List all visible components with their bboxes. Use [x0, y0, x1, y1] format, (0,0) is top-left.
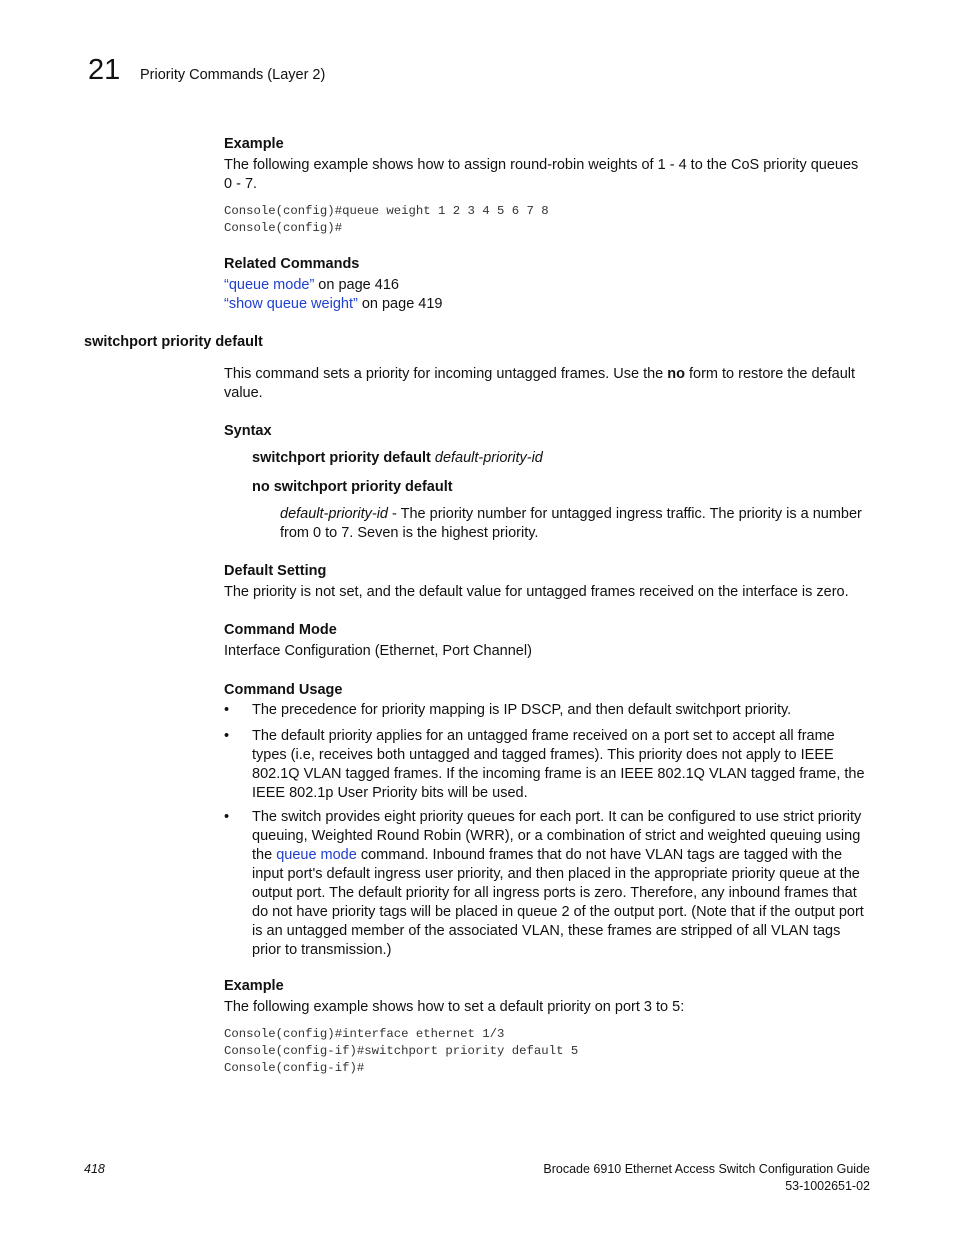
- example-text: The following example shows how to assign round-robin weights of 1 - 4 to the CoS priority queues 0 - 7.: [224, 157, 859, 192]
- code-line: Console(config-if)#switchport priority default 5: [224, 1044, 579, 1058]
- guide-title: Brocade 6910 Ethernet Access Switch Configuration Guide: [543, 1162, 870, 1176]
- code-block: [224, 1026, 870, 1077]
- syntax-parameter: default-priority-id: [434, 450, 543, 466]
- usage-bullet: [224, 808, 870, 960]
- page-ref: on page 419: [357, 296, 443, 312]
- related-commands-heading: Related Commands: [224, 256, 360, 272]
- command-mode-text: Interface Configuration (Ethernet, Port Channel): [224, 643, 532, 659]
- default-setting-heading: Default Setting: [224, 563, 327, 579]
- code-block: [224, 203, 870, 237]
- code-line: Console(config)#interface ethernet 1/3: [224, 1027, 505, 1041]
- parameter-description: default-priority-id - The priority number for untagged ingress traffic. The priority is a number from 0 to 7. Seven is the highest priority.: [280, 506, 862, 541]
- command-heading: switchport priority default: [84, 334, 263, 350]
- no-keyword: no: [667, 366, 685, 382]
- queue-mode-inline-link[interactable]: queue mode: [276, 847, 357, 863]
- queue-mode-link[interactable]: “queue mode”: [224, 277, 315, 293]
- bullet-text: The switch provides eight priority queues for each port. It can be configured to use strict priority queuing, Weighted Round Robin (WRR), or a combination of strict and weighted queuing using the queue mode command. Inbound frames that do not have VLAN tags are tagged with the input port's default ingress user priority, and then placed in the appropriate priority queue at the output port. The default priority for all ingress ports is zero. Therefore, any inbound frames that do not have priority tags will be placed in queue 2 of the output port. (Note that if the output port is an untagged member of the associated VLAN, these frames are stripped of all VLAN tags prior to transmission.): [252, 809, 864, 958]
- example-heading: Example: [224, 136, 284, 152]
- code-line: Console(config)#queue weight 1 2 3 4 5 6 7 8: [224, 204, 549, 218]
- chapter-number: 21: [88, 54, 121, 86]
- related-command-item: [224, 295, 870, 314]
- related-command-item: [224, 276, 870, 295]
- show-queue-weight-link[interactable]: “show queue weight”: [224, 296, 358, 312]
- bullet-text: The precedence for priority mapping is IP DSCP, and then default switchport priority.: [252, 702, 792, 718]
- chapter-title: Priority Commands (Layer 2): [140, 67, 326, 83]
- code-line: Console(config-if)#: [224, 1061, 365, 1075]
- syntax-no-form: no switchport priority default: [252, 479, 453, 495]
- command-usage-heading: Command Usage: [224, 682, 343, 698]
- command-description: This command sets a priority for incoming untagged frames. Use the no form to restore the default value.: [224, 366, 856, 401]
- syntax-heading: Syntax: [224, 423, 272, 439]
- usage-bullet: [224, 727, 870, 803]
- command-mode-heading: Command Mode: [224, 622, 337, 638]
- bullet-glyph: •: [224, 702, 230, 718]
- page-ref: on page 416: [314, 277, 399, 293]
- syntax-command: switchport priority default: [252, 450, 431, 466]
- example-text: The following example shows how to set a default priority on port 3 to 5:: [224, 999, 685, 1015]
- page-number: 418: [84, 1162, 105, 1176]
- document-id: 53-1002651-02: [785, 1179, 870, 1193]
- example-heading: Example: [224, 978, 284, 994]
- parameter-name: default-priority-id: [280, 506, 388, 522]
- usage-bullet: [224, 701, 870, 720]
- bullet-glyph: •: [224, 728, 230, 744]
- default-setting-text: The priority is not set, and the default value for untagged frames received on the interface is zero.: [224, 584, 849, 600]
- bullet-text: The default priority applies for an untagged frame received on a port set to accept all frame types (i.e, receives both untagged and tagged frames). This priority does not apply to IEEE 802.1Q VLAN tagged frames. If the incoming frame is an IEEE 802.1Q VLAN tagged frame, the IEEE 802.1p User Priority bits will be used.: [252, 728, 865, 801]
- syntax-line: [252, 449, 543, 468]
- code-line: Console(config)#: [224, 221, 343, 235]
- bullet-glyph: •: [224, 809, 230, 825]
